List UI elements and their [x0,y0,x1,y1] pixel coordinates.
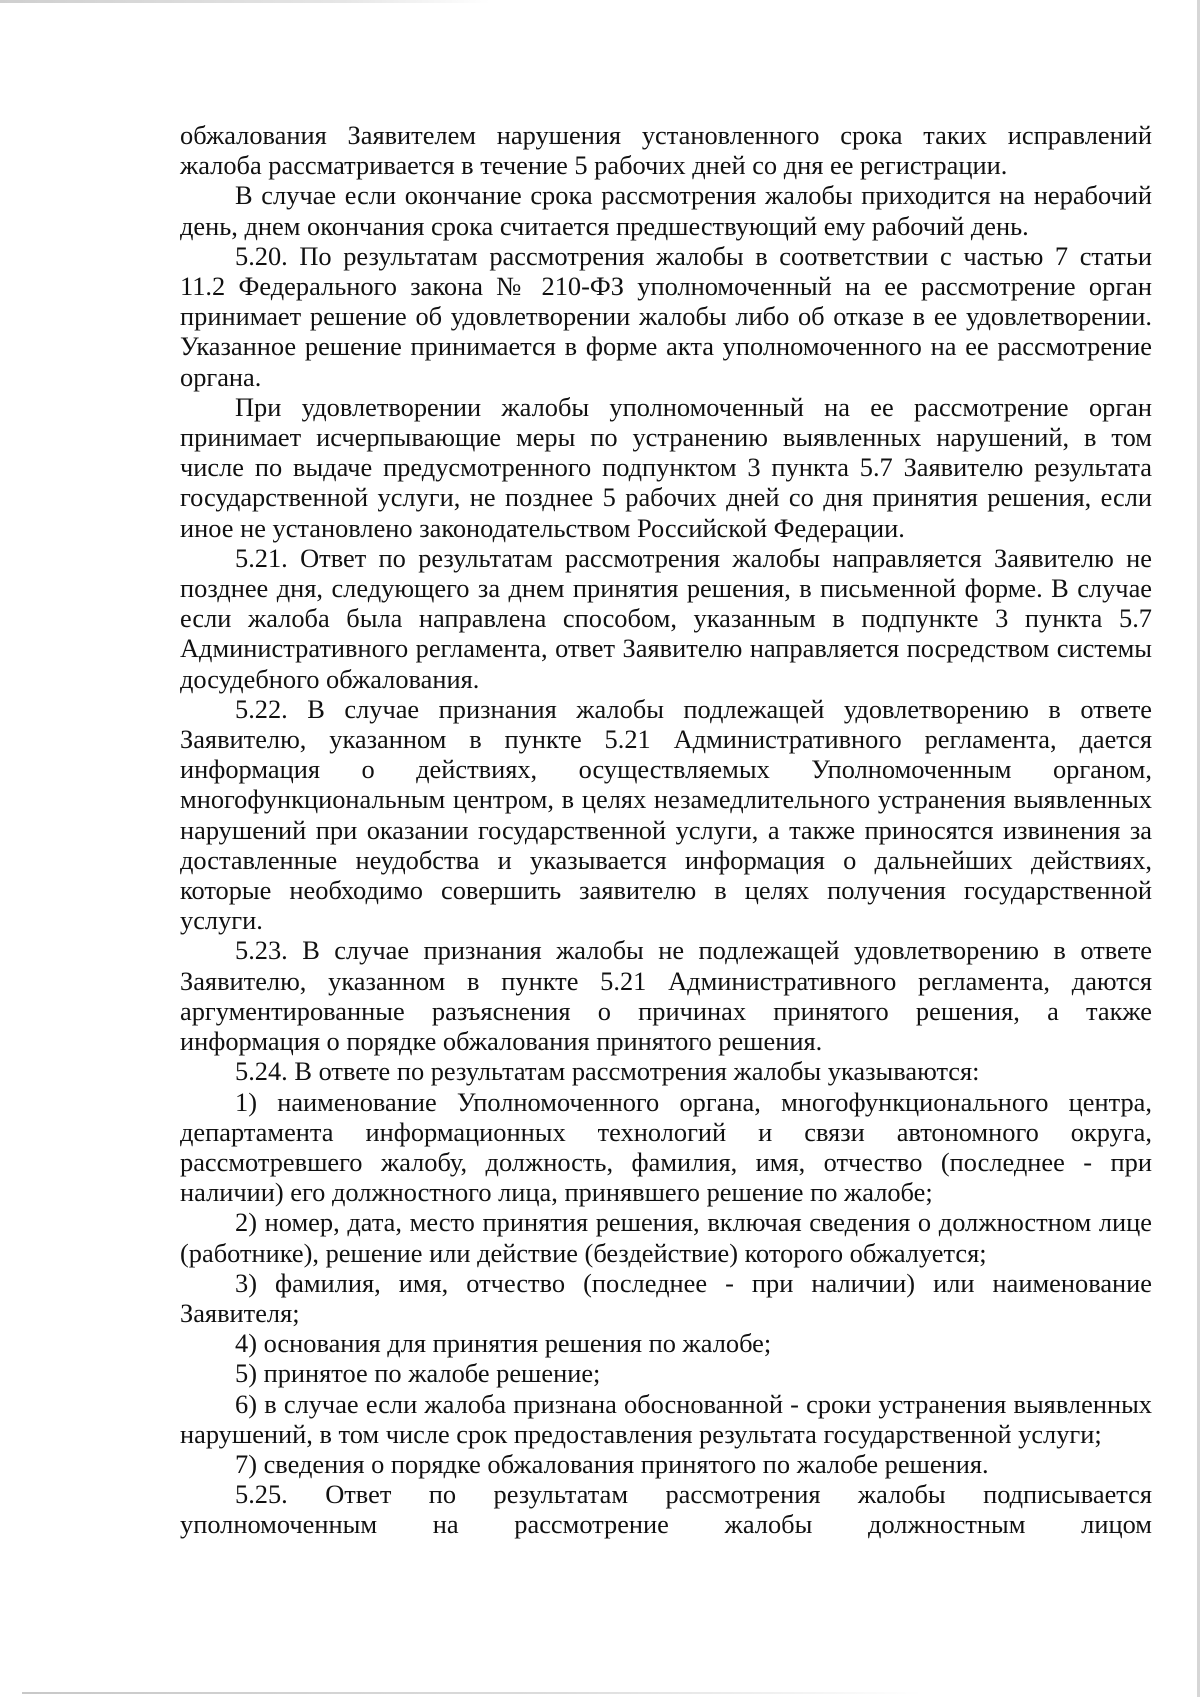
paragraph: 5.25. Ответ по результатам рассмотрения жалобы подписывается уполномоченным на рассмотрение жалобы должностным лицом [180,1479,1152,1540]
paragraph: 5.20. По результатам рассмотрения жалобы в соответствии с частью 7 статьи 11.2 Федерального закона № 210-ФЗ уполномоченный на ее рассмотрение орган принимает решение об удовлетворении жалобы либо об отказе в ее удовлетворении. Указанное решение принимается в форме акта уполномоченного на ее рассмотрение органа. [180,240,1152,392]
paragraph: 4) основания для принятия решения по жалобе; [235,1328,772,1359]
paragraph: 5) принятое по жалобе решение; [235,1358,601,1389]
paragraph: 1) наименование Уполномоченного органа, многофункционального центра, департамента информационных технологий и связи автономного округа, рассмотревшего жалобу, должность, фамилия, имя, отчество (последнее - при наличии) его должностного лица, принявшего решение по жалобе; [180,1086,1152,1208]
paragraph: 3) фамилия, имя, отчество (последнее - при наличии) или наименование Заявителя; [180,1267,1152,1328]
paragraph: 5.23. В случае признания жалобы не подлежащей удовлетворению в ответе Заявителю, указанном в пункте 5.21 Административного регламента, даются аргументированные разъяснения о причинах принятого решения, а также информация о порядке обжалования принятого решения. [180,935,1152,1057]
scan-edge-bottom [22,1692,922,1694]
paragraph: 7) сведения о порядке обжалования принятого по жалобе решения. [235,1448,989,1479]
paragraph: В случае если окончание срока рассмотрения жалобы приходится на нерабочий день, днем окончания срока считается предшествующий ему рабочий день. [180,180,1152,241]
scan-edge-top [0,0,490,3]
paragraph: 5.24. В ответе по результатам рассмотрения жалобы указываются: [235,1056,980,1087]
paragraph: 2) номер, дата, место принятия решения, включая сведения о должностном лице (работнике), решение или действие (бездействие) которого обжалуется; [180,1207,1152,1268]
paragraph: 5.21. Ответ по результатам рассмотрения жалобы направляется Заявителю не позднее дня, следующего за днем принятия решения, в письменной форме. В случае если жалоба была направлена способом, указанным в подпункте 3 пункта 5.7 Административного регламента, ответ Заявителю направляется посредством системы досудебного обжалования. [180,542,1152,694]
paragraph: 6) в случае если жалоба признана обоснованной - сроки устранения выявленных нарушений, в том числе срок предоставления результата государственной услуги; [180,1388,1152,1449]
paragraph: обжалования Заявителем нарушения установленного срока таких исправлений жалоба рассматривается в течение 5 рабочих дней со дня ее регистрации. [180,120,1152,181]
paragraph: 5.22. В случае признания жалобы подлежащей удовлетворению в ответе Заявителю, указанном в пункте 5.21 Административного регламента, дается информация о действиях, осуществляемых Уполномоченным органом, многофункциональным центром, в целях незамедлительного устранения выявленных нарушений при оказании государственной услуги, а также приносятся извинения за доставленные неудобства и указывается информация о дальнейших действиях, которые необходимо совершить заявителю в целях получения государственной услуги. [180,693,1152,936]
paragraph: При удовлетворении жалобы уполномоченный на ее рассмотрение орган принимает исчерпывающие меры по устранению выявленных нарушений, в том числе по выдаче предусмотренного подпунктом 3 пункта 5.7 Заявителю результата государственной услуги, не позднее 5 рабочих дней со дня принятия решения, если иное не установлено законодательством Российской Федерации. [180,391,1152,543]
document-body [180,120,1152,1540]
